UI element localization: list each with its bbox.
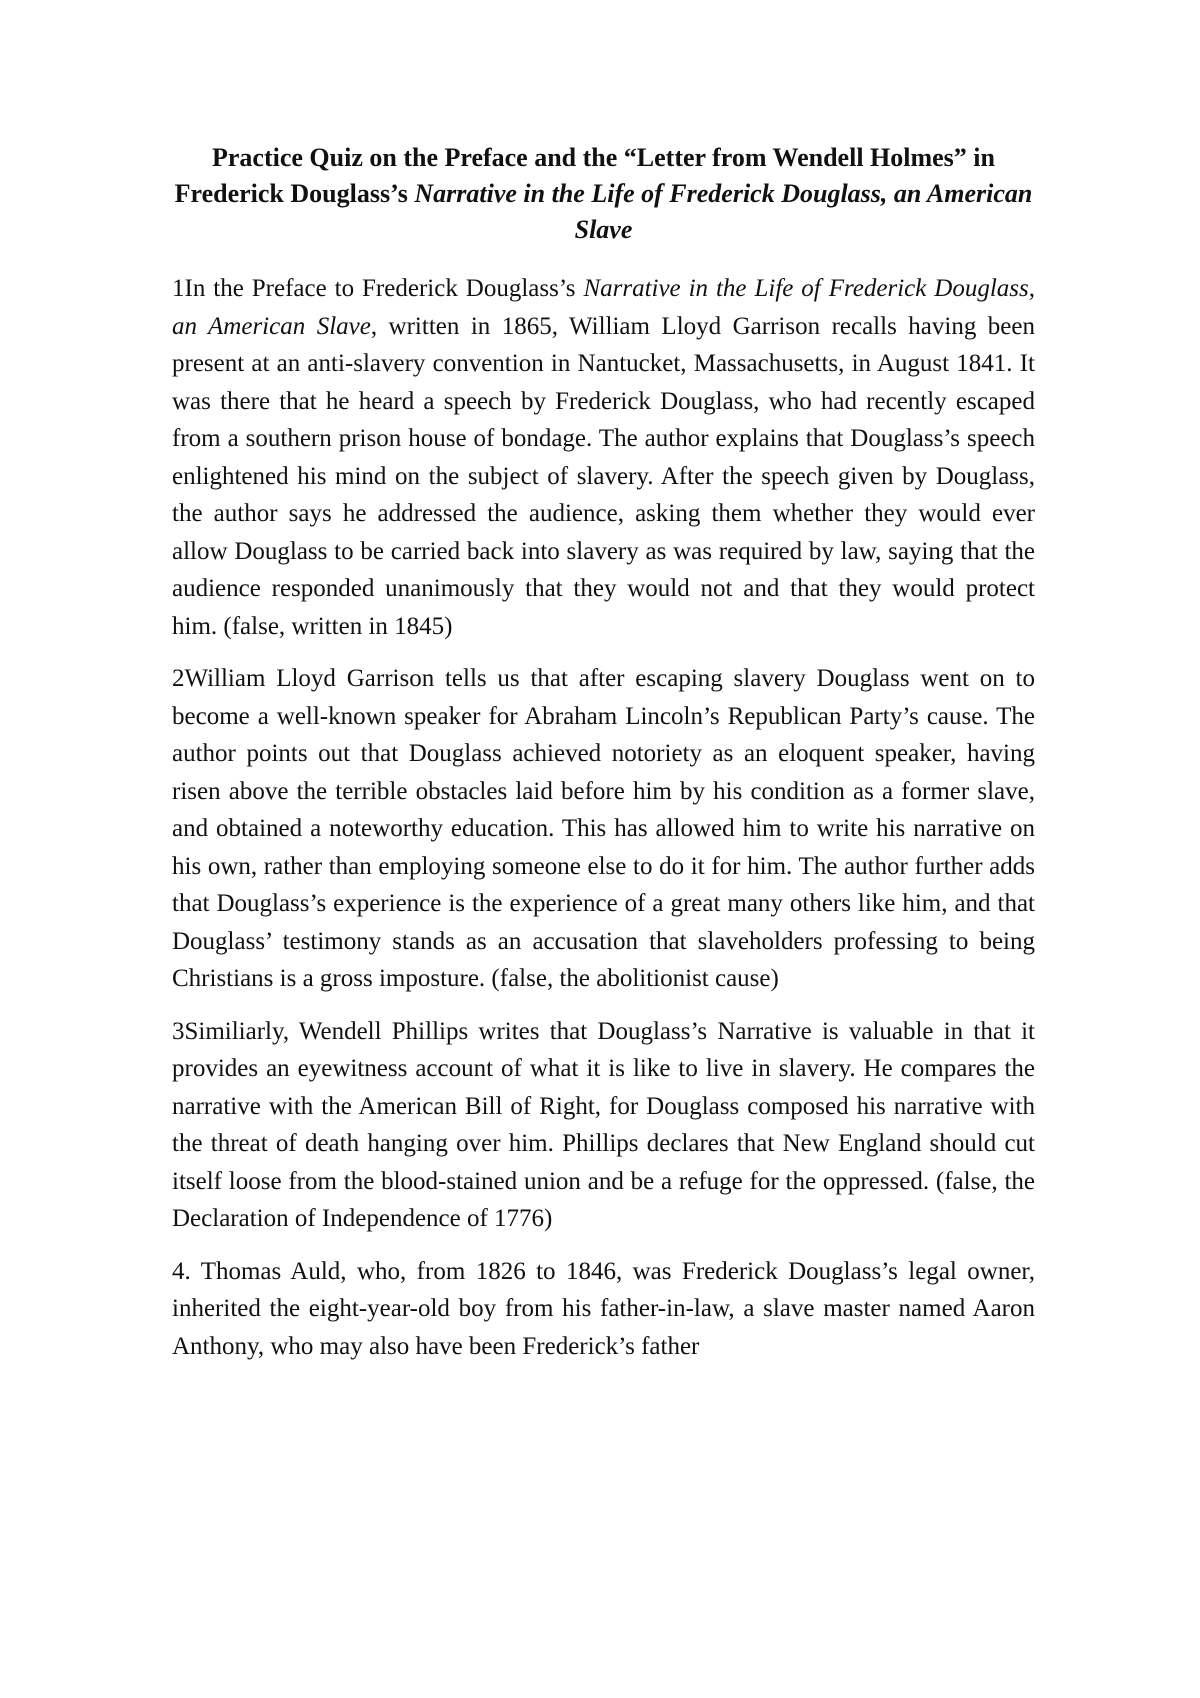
question-4 [172, 1253, 1035, 1366]
question-text: Thomas Auld, who, from 1826 to 1846, was Frederick Douglass’s legal owner, inherited the eight-year-old boy from his father-in-law, a slave master named Aaron Anthony, who may also have been Frederick’s father [172, 1257, 1035, 1360]
title-line-1: Practice Quiz on the Preface and the “Letter from Wendell Holmes” in [212, 143, 995, 172]
question-number: 2 [172, 665, 185, 692]
question-book-name: Narrative in the Life of Frederick Douglass, an American Slave [172, 275, 1035, 340]
question-number: 1 [172, 275, 185, 302]
question-3 [172, 1013, 1035, 1238]
question-2 [172, 660, 1035, 998]
question-text-start: In the Preface to Frederick Douglass’s [184, 275, 584, 302]
question-number: 3 [172, 1017, 185, 1045]
question-text-end: , written in 1865, William Lloyd Garrison recalls having been present at an anti-slavery convention in Nantucket, Massachusetts, in August 1841. It was there that he heard a speech by Frederick Douglass, who had recently escaped from a southern prison house of bondage. The author explains that Douglass’s speech enlightened his mind on the subject of slavery. After the speech given by Douglass, the author says he addressed the audience, asking them whether they would ever allow Douglass to be carried back into slavery as was required by law, saying that the audience responded unanimously that they would not and that they would protect him. (false, written in 1845) [172, 312, 1035, 640]
question-number: 4. [172, 1257, 191, 1285]
document-title [172, 140, 1035, 248]
document-page [172, 140, 1035, 1380]
question-text: Similiarly, Wendell Phillips writes that Douglass’s Narrative is valuable in that it provides an eyewitness account of what it is like to live in slavery. He compares the narrative with the American Bill of Right, for Douglass composed his narrative with the threat of death hanging over him. Phillips declares that New England should cut itself loose from the blood-stained union and be a refuge for the oppressed. (false, the Declaration of Independence of 1776) [172, 1017, 1035, 1232]
title-book-name: Narrative in the Life of Frederick Douglass, an American Slave [414, 179, 1033, 244]
title-line-2-plain: Frederick Douglass’s [174, 179, 415, 208]
question-text: William Lloyd Garrison tells us that after escaping slavery Douglass went on to become a well-known speaker for Abraham Lincoln’s Republican Party’s cause. The author points out that Douglass achieved notoriety as an eloquent speaker, having risen above the terrible obstacles laid before him by his condition as a former slave, and obtained a noteworthy education. This has allowed him to write his narrative on his own, rather than employing someone else to do it for him. The author further adds that Douglass’s experience is the experience of a great many others like him, and that Douglass’ testimony stands as an accusation that slaveholders professing to being Christians is a gross imposture. (false, the abolitionist cause) [172, 665, 1035, 992]
question-1 [172, 270, 1035, 645]
